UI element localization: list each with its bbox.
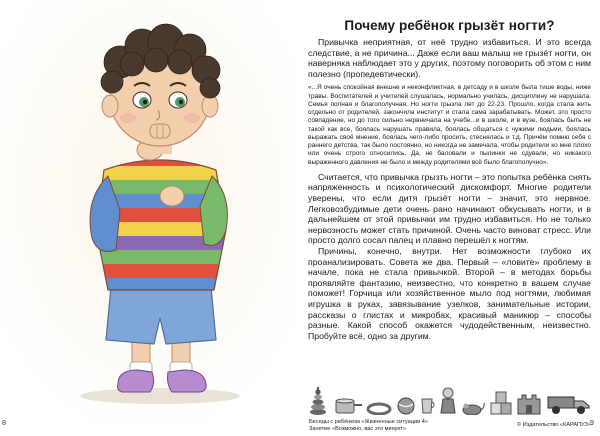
footer-publisher: © Издательство «КАРАПУЗ» (517, 422, 591, 428)
article (308, 18, 591, 341)
mouse-toy-icon (461, 401, 485, 415)
footer-lesson: Занятие «Возможно, вас это минует» (309, 426, 407, 432)
page-number-left: 8 (2, 420, 6, 427)
intro-paragraph: Привычка неприятная, от неё трудно избавиться. И это всегда следствие, а не причина... Даже если ваш малыш не грызёт ногти, он наверняка наблюдает это у других, поэтому поговорить об этом с ним полезно (пропедевтически). (308, 37, 592, 79)
body-text (308, 172, 591, 342)
ring-toy-icon (366, 401, 392, 415)
blocks-toy-icon (490, 389, 512, 415)
body-paragraph-1: Считается, что привычка грызть ногти – это попытка ребёнка снять напряженность и психологический дискомфорт. Многие родители уверены, что если дитя грызёт ногти – значит, это нервное. Легковозбудимые дети очень рано начинают обкусывать ногти, и в дальнейшем от этой привычки им трудно избавиться. Но не только нервозность может стать причиной. Очень часто виноват стресс. Или просто долго сосал палец и плавно перешёл к ногтям. (308, 171, 591, 246)
cup-icon (420, 397, 436, 415)
worried-boy-illustration (0, 0, 296, 420)
pyramid-toy-icon (309, 387, 327, 415)
toy-strip (309, 385, 591, 415)
doll-icon (440, 387, 456, 415)
quote-text: «...Я очень спокойная внешне и неконфликтная, в детсаду и в школе была тише воды, ниже травы. Воспитателей и учителей слушалась, нормально училась, дисциплину не нарушала. Семья полная и благополучная. Но ногти грызла лет до 22-23. Прошло, когда стала жить отдельно от родителей, закончила институт и стала сама зарабатывать. Может, это просто совпадение, но до того сильно нервничала на учебе...и в школе, и в вузе, боялась быть не такой как все, боялась нарушать правила, боялась общаться с чужими людьми, боялась выражать своё мнение, боялась чего-либо просить, стеснялась и т.д. Причём помню себя с раннего детства, так было постоянно, но никогда не замечала, чтобы родители ко мне плохо или очень строго относились. Да, не баловали и пылинки не сдували, но никакого выраженного давления не было и между родителями всё было благополучно». (308, 84, 591, 166)
body-paragraph-2: Причины, конечно, внутри. Нет возможности глубоко их проанализировать. Совета же два. Первый – «ловите» проблему в начале, пока не стала привычкой. Второй – в методах борьбы проявляйте фантазию, неизвестно, что конкретно в вашем случае поможет! Горчица или хозяйственное мыло под ногтями, любимая игрушка в руках, завязывание узелков, занимательные истории, рассказы о глистах и микробах, красивый маникюр – способы разные. Какой способ окажется чудодейственным, неизвестно. Пробуйте всё, одно за другим. (308, 246, 591, 341)
castle-toy-icon (516, 389, 542, 415)
truck-toy-icon (547, 393, 591, 415)
footer-series: Беседы с ребёнком «Жизненные ситуации 4» (309, 419, 428, 425)
page-number-right: 9 (590, 420, 594, 427)
intro-text (308, 37, 591, 79)
ball-icon (397, 397, 415, 415)
article-title: Почему ребёнок грызёт ногти? (344, 18, 555, 33)
saucepan-icon (332, 397, 362, 415)
quote-block (308, 84, 591, 167)
